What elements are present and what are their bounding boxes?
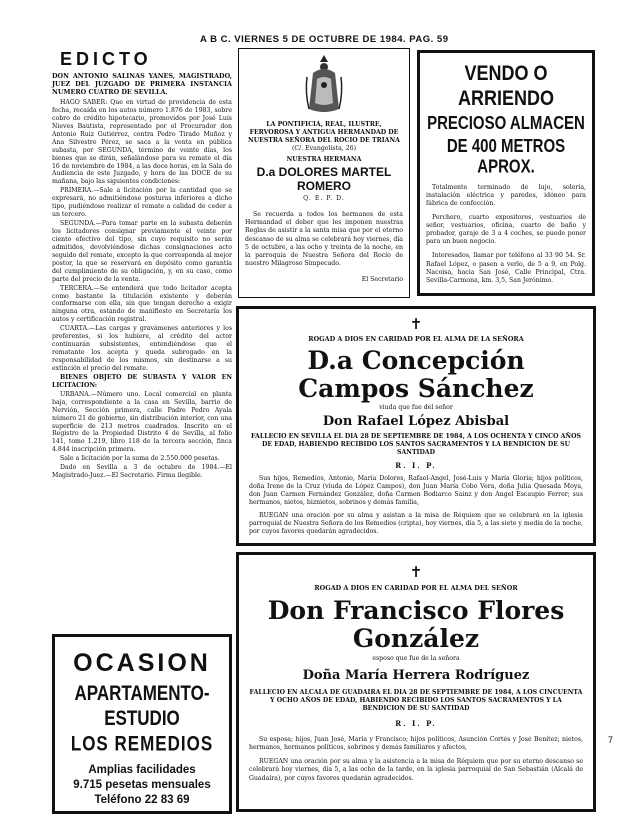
edicto-tasacion: Sale a licitación por la suma de 2.550.000 pesetas. [60, 455, 220, 463]
ocasion-line1: APARTAMENTO-ESTUDIO [74, 681, 210, 730]
esquela-campos-sanchez [236, 306, 596, 546]
vendo-p1: Totalmente terminado de lujo, solería, instalación eléctrica y paredes, idóneo para fábrica de confección. [426, 184, 586, 208]
vendo-p2: Perchero, cuarto expositores, vestuarios de señor, vestuarios, oficina, cuarto de baño y probador, garaje de 3 a 4 coches, se puede poner para un buen negocio. [426, 214, 586, 246]
esquela2-ruego: ROGAD A DIOS EN CARIDAD POR EL ALMA DEL SEÑOR [314, 584, 518, 592]
edicto-paragraph: HAGO SABER: Que en virtud de providencia de esta fecha, recaída en los autos número 1.876 de 1983, sobre cobro de crédito hipotecario, promovidos por José Luis Nieves Bautista, representado por el Procurador don Antonio Ruiz Gutiérrez, contra Pedro Tirado Muñoz y Ana Silvestre Pérez, se saca a la venta en pública subasta, por SEGUNDA, término de veinte días, los bienes que se dirán, señalándose para su remate el día 16 de noviembre de 1984, a las doce horas, en la Sala de Audiencia de este Juzgado, y hora de las DOCE de su mañana, bajo las siguientes condiciones: [52, 99, 232, 186]
edicto-column [52, 50, 232, 481]
edicto-firma: Dado en Sevilla a 3 de octubre de 1984.—El Magistrado-Juez.—El Secretario. Firma ilegible. [52, 464, 232, 480]
ocasion-ad [52, 634, 232, 814]
hermandad-name: D.a DOLORES MARTEL ROMERO [256, 165, 392, 194]
esquela1-viuda: viuda que fue del señor [379, 404, 453, 411]
hermandad-org: LA PONTIFICIA, REAL, ILUSTRE, FERVOROSA Y ANTIGUA HERMANDAD DE NUESTRA SEÑORA DEL ROCIO DE TRIANA [248, 121, 400, 145]
esquela2-spouse: Doña María Herrera Rodríguez [302, 668, 530, 684]
esquela1-fallecio: FALLECIO EN SEVILLA EL DIA 28 DE SEPTIEMBRE DE 1984, A LOS OCHENTA Y CINCO AÑOS DE EDAD, HABIENDO RECIBIDO LOS SANTOS SACRAMENTOS Y LA BENDICION DE SU SANTIDAD [251, 433, 581, 457]
hermandad-notice [238, 48, 410, 298]
hermandad-rip: Q. E. P. D. [303, 195, 345, 203]
edicto-bienes-heading: BIENES OBJETO DE SUBASTA Y VALOR EN LICITACION: [52, 373, 232, 389]
vendo-title2: PRECIOSO ALMACEN [427, 113, 585, 134]
edicto-paragraph: CUARTA.—Las cargas y gravámenes anteriores y los preferentes, si los hubiere, al crédito del actor continuarán subsistentes, entendiéndose que el rematante los acepta y queda subrogado en la responsabilidad de los mismos, sin destinarse a su extinción el precio del remate. [52, 325, 232, 372]
esquela2-ruegan: RUEGAN una oración por su alma y la asistencia a la misa de Réquiem que por su eterno descanso se celebrará hoy viernes, día 5, a las ocho de la tarde, en la iglesia parroquial de San Sebastián (Alcalá de Guadaíra), por cuyos favores quedarán agradecidos. [249, 758, 583, 782]
page-header: A B C. VIERNES 5 DE OCTUBRE DE 1984. PAG. 59 [200, 34, 449, 45]
edicto-heading: DON ANTONIO SALINAS YANES, MAGISTRADO, JUEZ DEL JUZGADO DE PRIMERA INSTANCIA NUMERO CUATRO DE SEVILLA. [52, 72, 232, 96]
edicto-urbana: URBANA.—Número uno. Local comercial en planta baja, correspondiente a la casa en Sevilla, barrio de Nervión, Sección primera, calle Padre Pedro Ayala número 21 de gobierno, sin distribución interior, con una superficie de 213 metros cuadrados. Inscrito en el Registro de la Propiedad Distrito 4 de Sevilla, al folio 141, tomo 1.219, libro 118 de la tercera sección, finca 4.844 inscripción primera. [52, 390, 232, 454]
margin-mark: 7 [608, 735, 614, 745]
cross-icon: ✝ [409, 563, 423, 581]
esquela1-name: D.a Concepción Campos Sánchez [298, 346, 534, 403]
vendo-title1: VENDO O ARRIENDO [457, 60, 554, 110]
esquela2-esposo: esposo que fue de la señora [372, 655, 460, 662]
esquela1-family: Sus hijos, Remedios, Antonio, María Dolores, Rafael-Angel, José-Luis y María Gloria; hijos políticos, doña Irene de la Cruz (viuda de López Campos), don Juan María Cobo Vera, doña Julia Quesada Moya, don Juan Carmen Fernández González, doña Carmen Bodiarco Sainz y don Angel Escaupio Ferrer; sus hermanos, nietos, biznietos, sobrinos y demás familia, [249, 475, 583, 507]
hermandad-text: Se recuerda a todos los hermanos de esta Hermandad el deber que les imponen nuestras Reglas de asistir a la santa misa que por el eterno descanso de su alma se celebrará hoy viernes, día 5 de octubre, a las ocho y treinta de la noche, en la parroquia de Nuestra Señora del Rocío de nuestro Milagroso Simpecado. [245, 211, 403, 267]
esquela1-ruegan: RUEGAN una oración por su alma y asistan a la misa de Réquiem que se celebrará en la iglesia parroquial de Nuestra Señora de los Remedios (cripta), hoy viernes, día 5, a las siete y media de la noche, por cuyos favores quedarán agradecidos. [249, 511, 583, 535]
vendo-ad [417, 50, 595, 296]
esquela2-name: Don Francisco Flores González [267, 596, 565, 653]
esquela2-fallecio: FALLECIO EN ALCALA DE GUADAIRA EL DIA 28 DE SEPTIEMBRE DE 1984, A LOS CINCUENTA Y OCHO AÑOS DE EDAD, HABIENDO RECIBIDO LOS SANTOS SACRAMENTOS Y LA BENDICION DE SU SANTIDAD [249, 689, 583, 713]
hermandad-address: (C/. Evangelista, 26) [291, 145, 356, 153]
esquela-flores-gonzalez [236, 552, 596, 812]
virgin-rocio-emblem-icon [303, 53, 345, 115]
cross-icon: ✝ [409, 315, 423, 333]
edicto-paragraph: TERCERA.—Se entenderá que todo licitador acepta como bastante la titulación existente y deberán conformarse con ella, sin que tengan derecho a exigir ninguna otra, estando de manifiesto en Secretaría los autos y certificación registral. [52, 284, 232, 324]
vendo-p3: Interesados, llamar por teléfono al 33 90 54. Sr. Rafael López, o pasen a verlo, de 5 a 9, en Polg. Nacoisa, hacia San José, Calle Principal, Ctra. Sevilla-Carmona, km. 3,5, San Jerónimo. [426, 252, 586, 284]
edicto-paragraph: PRIMERA.—Sale a licitación por la cantidad que se expresará, no admitiéndose posturas inferiores a dicho tipo, pudiéndose realizar el remate a calidad de ceder a un tercero. [52, 187, 232, 219]
hermandad-signature: El Secretario [361, 275, 403, 283]
edicto-paragraph: SEGUNDA.—Para tomar parte en la subasta deberán los licitadores consignar previamente el veinte por ciento efectivo del tipo, sin cuyo requisito no serán admitidos, devolviéndose dichas consignaciones acto seguido del remate, excepto la que corresponda al mejor postor, la que se reservará en depósito como garantía del cumplimiento de su obligación, y, en su caso, como parte del precio de la venta. [52, 220, 232, 283]
esquela1-rip: R. I. P. [395, 461, 437, 471]
ocasion-title: OCASION [73, 649, 211, 677]
ocasion-line2: LOS REMEDIOS [70, 731, 214, 756]
ocasion-line3: Amplias facilidades [88, 764, 196, 776]
esquela2-family: Su esposa; hijos, Juan José, María y Francisco; hijos políticos, Asunción Cortés y José Benítez; nietos, hermanos, hermanos políticos, sobrinos y demás familiares y afectos, [249, 736, 583, 752]
edicto-title: EDICTO [60, 49, 152, 69]
hermandad-sub: NUESTRA HERMANA [286, 156, 362, 164]
ocasion-line5: Teléfono 22 83 69 [94, 794, 190, 806]
esquela1-spouse: Don Rafael López Abisbal [322, 414, 510, 430]
ocasion-line4: 9.715 pesetas mensuales [73, 779, 211, 791]
vendo-title3: DE 400 METROS APROX. [446, 136, 566, 178]
esquela2-rip: R. I. P. [395, 719, 437, 729]
esquela1-ruego: ROGAD A DIOS EN CARIDAD POR EL ALMA DE LA SEÑORA [308, 335, 524, 343]
